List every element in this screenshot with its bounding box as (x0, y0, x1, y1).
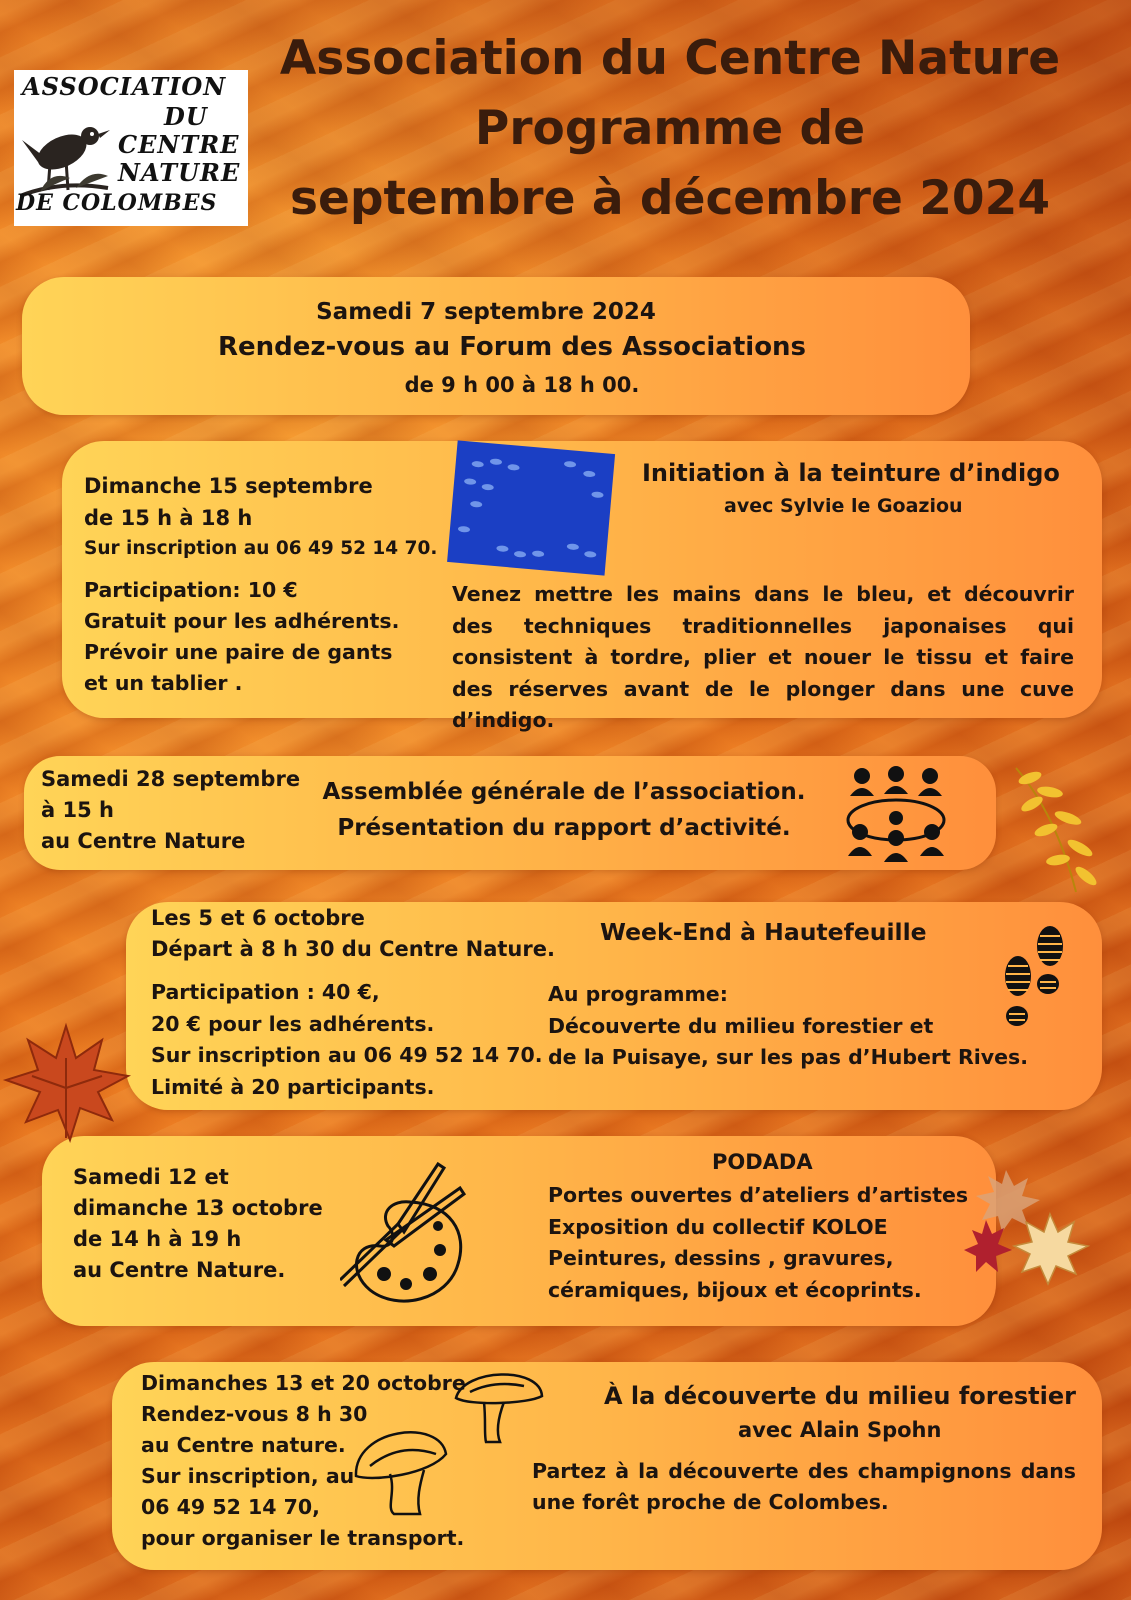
mushroom-icon (344, 1362, 544, 1522)
podada-event-card (42, 1136, 996, 1326)
logo-line-1: ASSOCIATION (22, 72, 227, 101)
forum-title: Rendez-vous au Forum des Associations (217, 332, 807, 362)
podada-desc-line: Peintures, dessins , gravures, (548, 1246, 894, 1270)
hautefeuille-program-line: de la Puisaye, sur les pas d’Hubert Rives. (548, 1045, 1029, 1069)
assembly-date-line: au Centre Nature (41, 829, 246, 853)
forest-info-line: Dimanches 13 et 20 octobre (141, 1371, 466, 1395)
podada-date-line: Samedi 12 et (73, 1165, 229, 1189)
association-logo (14, 70, 248, 226)
hautefeuille-info-line: Participation : 40 €, (151, 980, 380, 1004)
footprints-icon (1000, 924, 1070, 1030)
hautefeuille-program (548, 979, 1028, 1074)
assembly-date-line: à 15 h (41, 798, 114, 822)
hautefeuille-dates: Les 5 et 6 octobre (151, 906, 365, 930)
hautefeuille-event-card (126, 902, 1102, 1110)
assembly-date (41, 764, 300, 857)
palette-icon (340, 1162, 470, 1308)
podada-date-line: dimanche 13 octobre (73, 1196, 323, 1220)
indigo-info-line: Participation: 10 € (84, 578, 298, 602)
podada-desc-line: Exposition du collectif KOLOE (548, 1214, 888, 1239)
podada-date-line: au Centre Nature. (73, 1258, 286, 1282)
indigo-info-line: Gratuit pour les adhérents. (84, 609, 400, 633)
forest-info-line: au Centre nature. (141, 1433, 346, 1457)
forest-event-card (112, 1362, 1102, 1570)
forest-title: À la découverte du milieu forestier (604, 1382, 1076, 1410)
assembly-title-line: Présentation du rapport d’activité. (337, 815, 791, 841)
hautefeuille-info-line: Sur inscription au 06 49 52 14 70. (151, 1043, 543, 1067)
podada-description (548, 1180, 968, 1306)
assembly-event-card (24, 756, 996, 870)
indigo-title: Initiation à la teinture d’indigo (642, 459, 1060, 487)
assembly-title (284, 774, 844, 846)
logo-line-5: DE COLOMBES (16, 190, 218, 216)
title-line-2: Programme de (474, 101, 866, 156)
podada-title: PODADA (712, 1150, 813, 1174)
hautefeuille-title: Week-End à Hautefeuille (600, 918, 927, 946)
assembly-title-line: Assemblée générale de l’association. (322, 779, 806, 805)
indigo-info (84, 575, 399, 699)
title-line-1: Association du Centre Nature (279, 31, 1061, 86)
forest-info-line: Rendez-vous 8 h 30 (141, 1402, 368, 1426)
assembly-date-line: Samedi 28 septembre (41, 767, 301, 791)
forest-info-line: pour organiser le transport. (141, 1526, 465, 1550)
indigo-info-line: et un tablier . (84, 671, 243, 695)
hautefeuille-program-line: Découverte du milieu forestier et (548, 1013, 934, 1038)
indigo-event-card (62, 441, 1102, 732)
indigo-description: Venez mettre les mains dans le bleu, et découvrir des techniques traditionnelles japonaises qui consistent à tordre, plier et nouer le tissu et faire des réserves avant de le plonger dans une cuve d’indigo. (452, 582, 1074, 732)
forum-hours: de 9 h 00 à 18 h 00. (404, 373, 640, 397)
podada-desc-line: céramiques, bijoux et écoprints. (548, 1277, 922, 1302)
indigo-registration: Sur inscription au 06 49 52 14 70. (84, 538, 438, 559)
title-line-3: septembre à décembre 2024 (289, 171, 1051, 226)
forest-description: Partez à la découverte des champignons dans une forêt proche de Colombes. (532, 1459, 1076, 1514)
indigo-fabric-image (446, 439, 616, 579)
indigo-date: Dimanche 15 septembre (84, 474, 373, 498)
hautefeuille-departure: Départ à 8 h 30 du Centre Nature. (151, 937, 555, 961)
hautefeuille-info-line: 20 € pour les adhérents. (151, 1011, 435, 1036)
forest-subtitle: avec Alain Spohn (738, 1418, 942, 1442)
hautefeuille-info-line: Limité à 20 participants. (151, 1074, 435, 1099)
indigo-info-line: Prévoir une paire de gants (84, 640, 393, 664)
indigo-hours: de 15 h à 18 h (84, 506, 253, 530)
podada-date-line: de 14 h à 19 h (73, 1227, 242, 1251)
meeting-group-icon (840, 766, 952, 866)
logo-line-3: CENTRE (118, 130, 240, 159)
forest-info-line: Sur inscription, au (141, 1464, 355, 1488)
autumn-leaves-icon (1006, 764, 1106, 896)
hautefeuille-program-line: Au programme: (548, 982, 728, 1006)
forum-event-card (22, 277, 970, 415)
podada-dates (73, 1162, 323, 1286)
autumn-leaves-cluster-icon (964, 1160, 1094, 1286)
logo-line-2: DU (164, 102, 208, 131)
podada-desc-line: Portes ouvertes d’ateliers d’artistes (548, 1183, 969, 1207)
logo-line-4: NATURE (118, 158, 241, 187)
hautefeuille-info (151, 977, 543, 1103)
page-title (270, 24, 1070, 234)
forest-info-line: 06 49 52 14 70, (141, 1495, 320, 1519)
forum-date: Samedi 7 septembre 2024 (316, 299, 656, 325)
indigo-subtitle: avec Sylvie le Goaziou (724, 495, 963, 517)
maple-leaf-icon (2, 1018, 132, 1148)
